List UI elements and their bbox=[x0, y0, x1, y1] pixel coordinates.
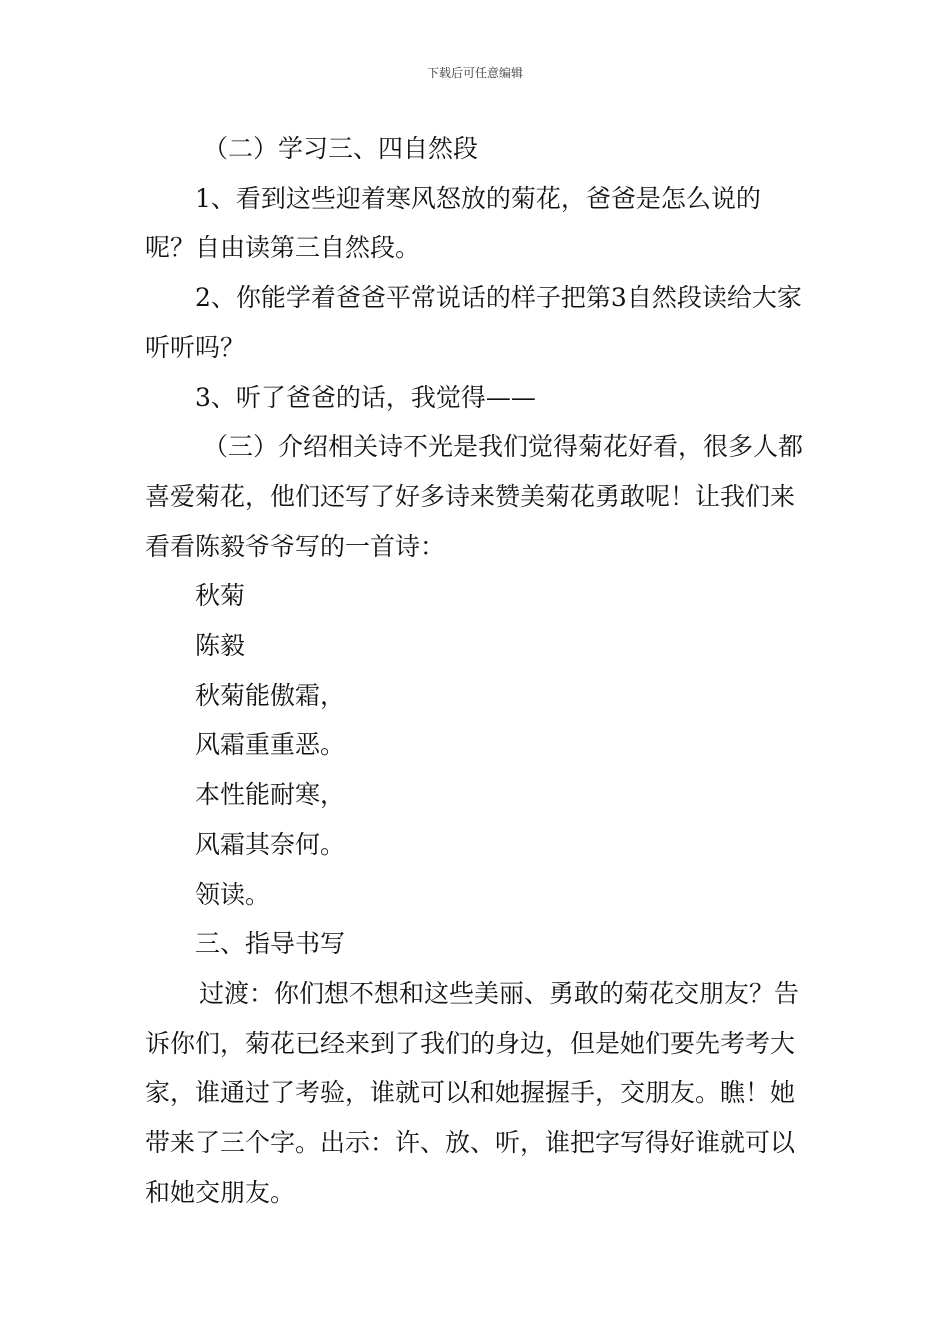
page-header: 下载后可任意编辑 bbox=[426, 66, 523, 80]
section-heading-writing: 三、指导书写 bbox=[195, 929, 346, 959]
poem-title: 秋菊 bbox=[195, 581, 246, 611]
paragraph-question-2: 2、你能学着爸爸平常说话的样子把第3自然段读给大家听听吗？ bbox=[145, 283, 802, 362]
paragraph-lead-reading: 领读。 bbox=[195, 879, 271, 909]
poem-author: 陈毅 bbox=[195, 631, 246, 661]
section-heading-3: （三）介绍相关诗不光是我们觉得菊花好看，很多人都喜爱菊花，他们还写了好多诗来赞美菊花勇敢呢！让我们来看看陈毅爷爷写的一首诗： bbox=[145, 432, 804, 561]
poem-line-2: 风霜重重恶。 bbox=[195, 730, 346, 760]
paragraph-transition: 过渡：你们想不想和这些美丽、勇敢的菊花交朋友？告诉你们，菊花已经来到了我们的身边，但是她们要先考考大家，谁通过了考验，谁就可以和她握握手，交朋友。瞧！她带来了三个字。出示：许、放、听，谁把字写得好谁就可以和她交朋友。 bbox=[145, 978, 800, 1207]
paragraph-question-3: 3、听了爸爸的话，我觉得—— bbox=[195, 382, 536, 412]
document-body bbox=[145, 124, 810, 1217]
poem-line-1: 秋菊能傲霜， bbox=[195, 680, 346, 710]
section-heading-2: （二）学习三、四自然段 bbox=[203, 134, 479, 163]
poem-line-4: 风霜其奈何。 bbox=[195, 829, 346, 859]
poem-line-3: 本性能耐寒， bbox=[195, 780, 346, 810]
paragraph-question-1: 1、看到这些迎着寒风怒放的菊花，爸爸是怎么说的呢？自由读第三自然段。 bbox=[145, 183, 761, 263]
